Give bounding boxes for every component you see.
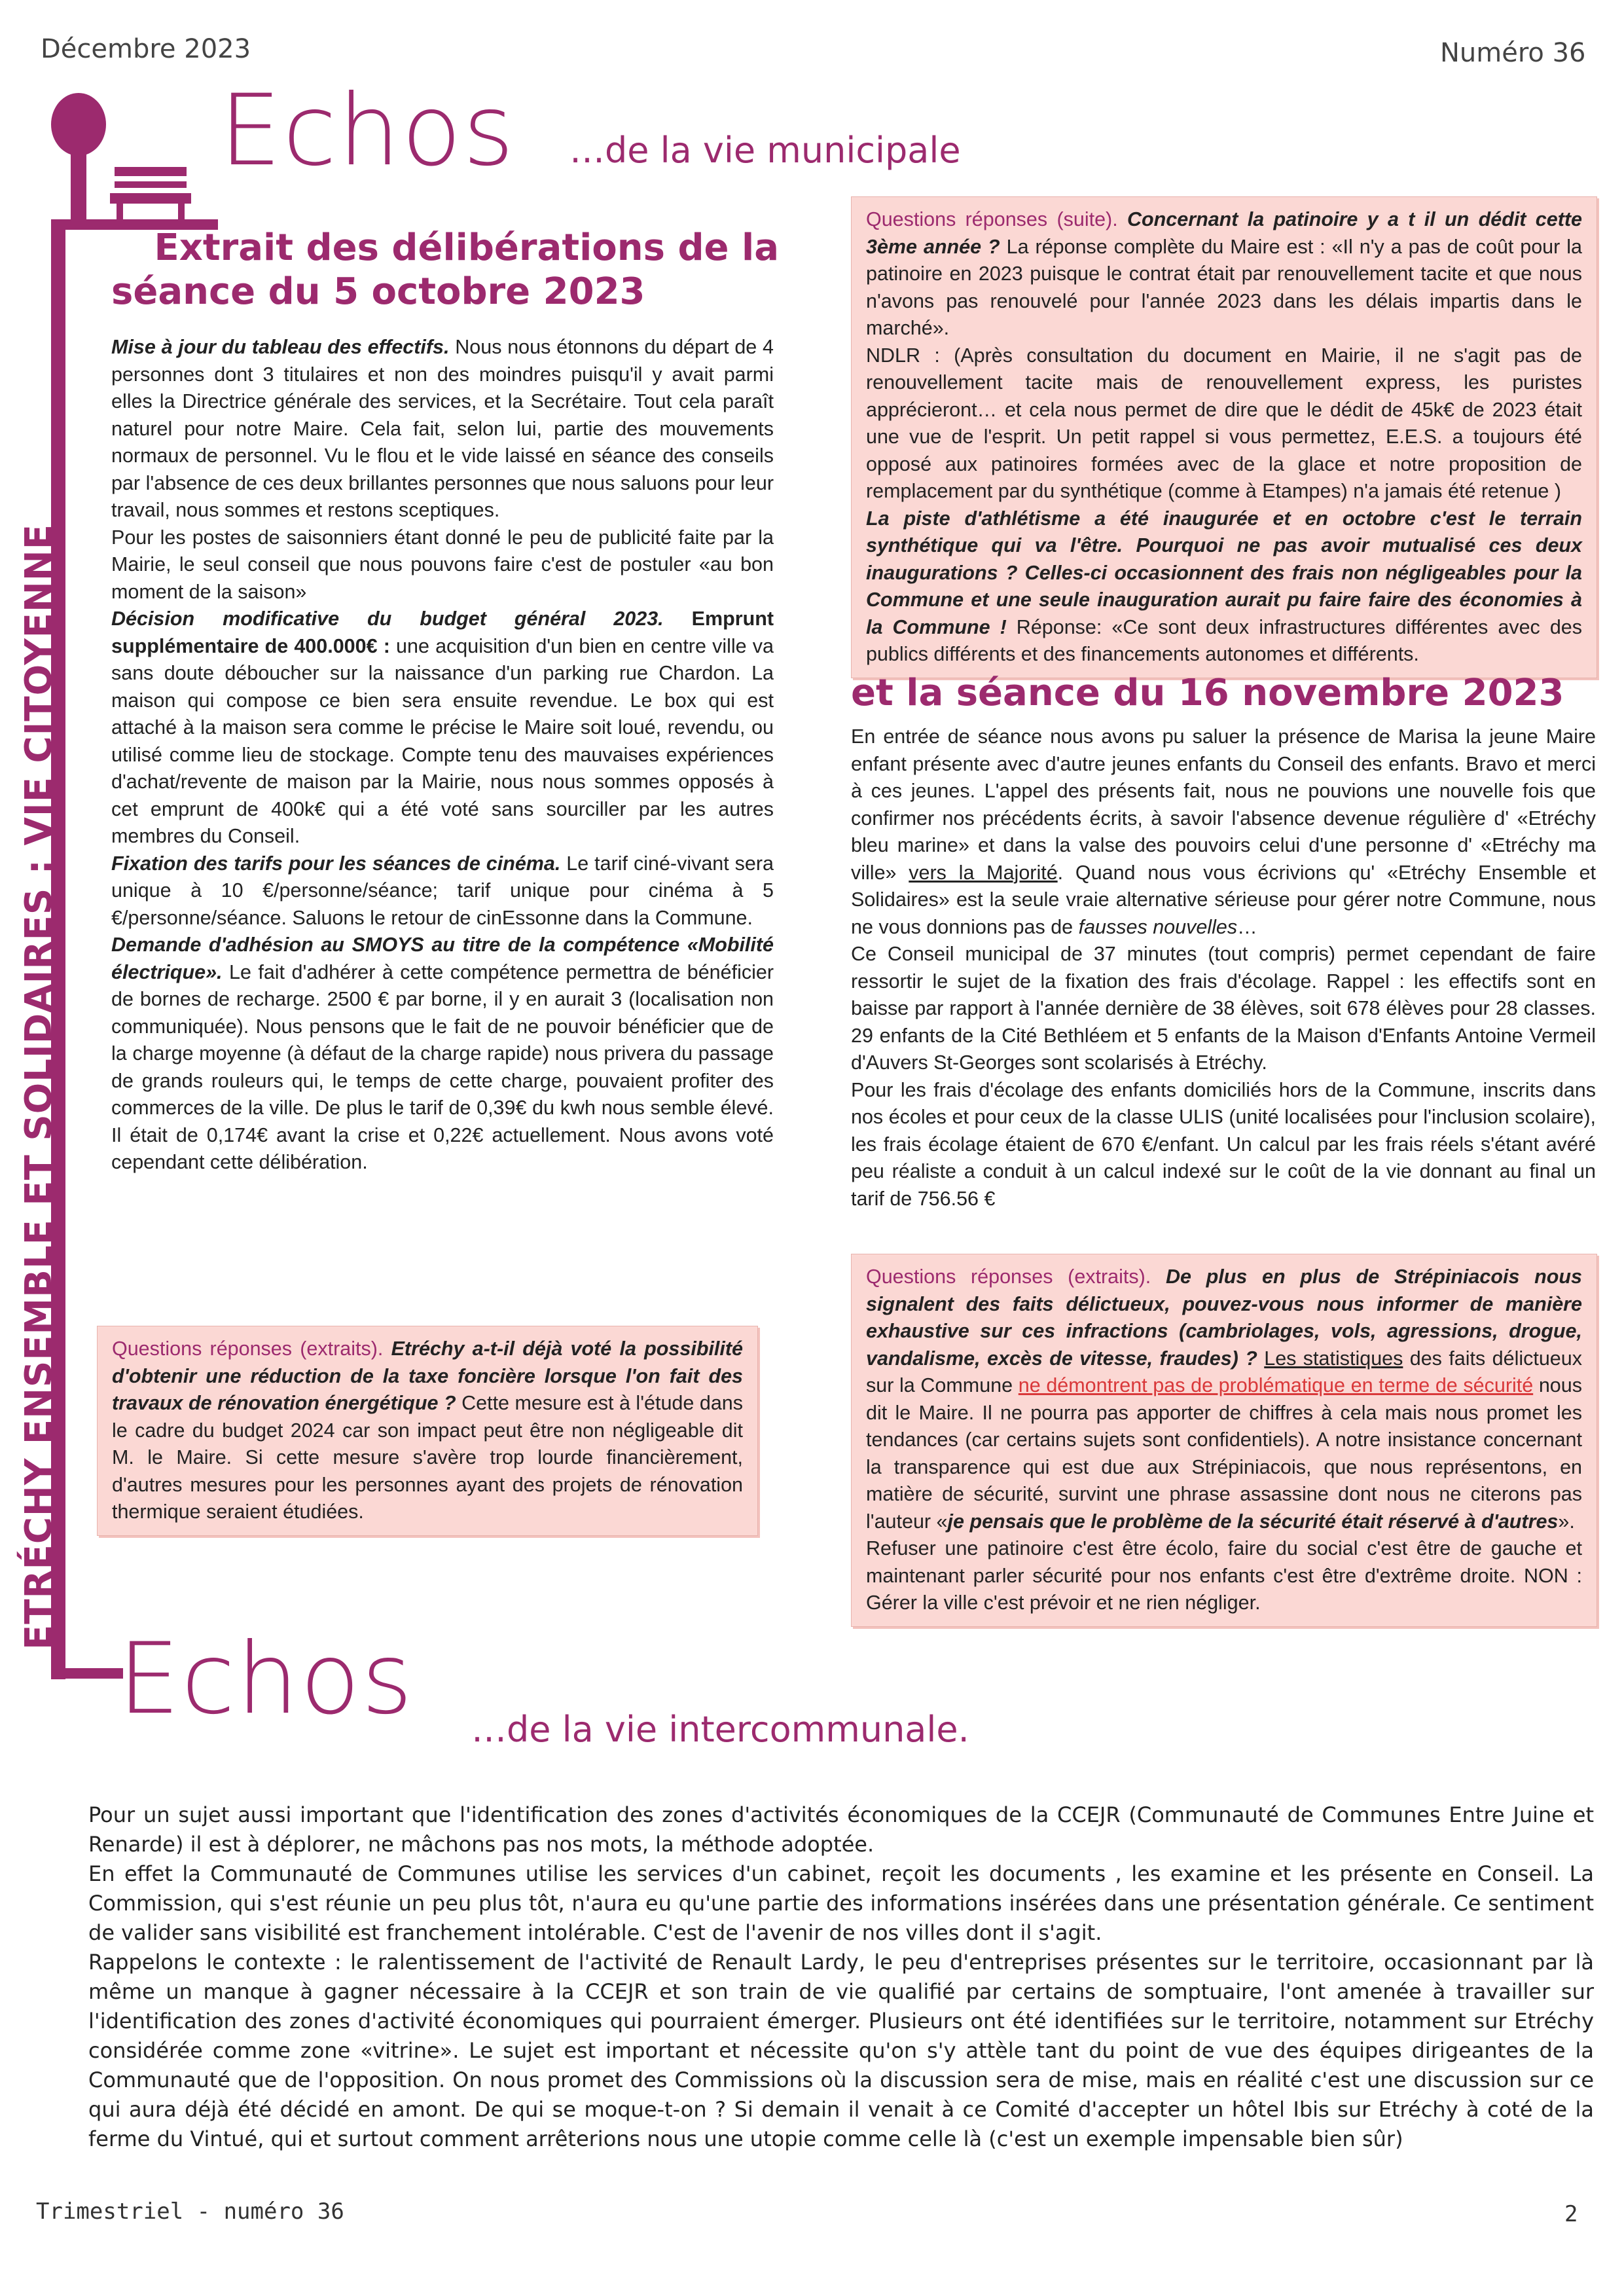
qa-label: Questions réponses (extraits). [866, 1266, 1151, 1288]
paragraph-intercommunal-1: Pour un sujet aussi important que l'identification des zones d'activités économiques de la CCEJR (Communauté de Communes Entre Juine et Renarde) il est à déplorer, ne mâchons pas nos mots, la méthode adoptée. [88, 1802, 1594, 1857]
paragraph-lead: Décision modificative du budget général 2023. [111, 608, 664, 630]
qa-box-left [97, 1326, 758, 1536]
italic-text: fausses nouvelles [1078, 915, 1238, 938]
qa-answer: Réponse: «Ce sont deux infrastructures différentes avec des publics différents et des financements autonomes et différents. [866, 615, 1582, 665]
intercommunal-subtitle: …de la vie intercommunale. [471, 1709, 969, 1750]
masthead-title: Echos [219, 74, 516, 188]
qa-label: Questions réponses (extraits). [112, 1338, 384, 1360]
underlined-text: vers la Majorité [909, 861, 1058, 884]
paragraph-text: Nous nous étonnons du départ de 4 personnes dont 3 titulaires et non des moindres puisqu'il y avait parmi elles la Directrice générale des services, et la Secrétaire. Tout cela paraît naturel pour notre Maire. Cela fait, selon lui, partie des mouvements normaux de personnel. Vu le flou et le vide laissé en séance des conseils par l'absence de ces deux brillantes personnes que nous saluons pour leur travail, nous sommes et restons sceptiques. [111, 336, 774, 521]
paragraph-text: Le fait d'adhérer à cette compétence permettra de bénéficier de bornes de recharge. 2500 € par borne, il y en aurait 3 (localisation non communiquée). Nous pensons que le fait de ne pouvoir bénéficier que de la charge moyenne (à défaut de la charge rapide) nous privera du passage de grands rouleurs qui, le temps de cette charge, pouvaient profiter des commerces de la ville. De plus le tarif de 0,39€ du kwh nous semble élevé. Il était de 0,174€ avant la crise et 0,22€ actuellement. Nous avons voté cependant cette délibération. [111, 960, 774, 1173]
text: … [1237, 915, 1257, 938]
paragraph-smoys [111, 932, 774, 1176]
right-column-body [851, 723, 1596, 1212]
highlighted-quote: ne démontrent pas de problématique en terme de sécurité [1018, 1374, 1534, 1396]
text: la jeune Maire enfant présente avec d'autre jeunes enfants du Conseil des enfants. Bravo et merci à ces jeunes. L'appel des présents fait, nous ne pouvions une nouvelle fois que confirmer nos précédents écrits, à savoir l'absence devenue régulière d' «Etréchy bleu marine» et dans la valse des pouvoirs celui d'une personne d' «Etréchy ma ville» [851, 725, 1596, 884]
issue-number: Numéro 36 [1440, 38, 1586, 68]
sidebar-bottom-bar [51, 1668, 123, 1679]
qa-question: Concernant la patinoire y a t il un dédit cette 3ème année ? [866, 208, 1582, 258]
paragraph-lead: Fixation des tarifs pour les séances de cinéma. [111, 852, 561, 875]
intercommunal-title: Echos [118, 1622, 414, 1736]
qa-question: La piste d'athlétisme a été inaugurée et en octobre c'est le terrain synthétique qui va l'être. Pourquoi ne pas avoir mutualisé ces deux inaugurations ? Celles-ci occasionnent des frais non négligeables pour la Commune et une seule inauguration aurait pu faire faire des économies à la Commune ! [866, 507, 1582, 638]
left-column-body [111, 334, 774, 1176]
page-number: 2 [1564, 2201, 1578, 2227]
paragraph-ecolage: Ce Conseil municipal de 37 minutes (tout compris) permet cependant de faire ressortir le sujet de la fixation des frais d'écolage. Rappel : les effectifs sont en baisse par rapport à l'année dernière de 38 élèves, soit 678 élèves pour 28 classes. 29 enfants de la Cité Bethléem et 5 enfants de la Maison d'Enfants Antoine Vermeil d'Auvers St-Georges sont scolarisés à Etréchy. [851, 943, 1596, 1074]
left-section-title-line2: séance du 5 octobre 2023 [111, 270, 645, 314]
text: En entrée de séance nous avons pu saluer la présence de [851, 725, 1398, 748]
underlined-text: Les statistiques [1264, 1347, 1403, 1370]
qa-answer: La réponse complète du Maire est : «Il n'y a pas de coût pour la patinoire en 2023 puisque le contrat était par renouvellement tacite et que nous n'avons pas renouvelé pour l'année 2023 dans les délais impartis dans le marché». [866, 235, 1582, 339]
paragraph-text: une acquisition d'un bien en centre ville va sans doute déboucher sur la naissance d'un parking rue Chardon. La maison qui compose ce bien sera ensuite revendue. Le box qui est attaché à la maison sera comme le précise le Maire soit loué, revendu, ou utilisé comme lieu de stockage. Compte tenu des mauvaises expériences d'achat/revente de maison par la Mairie, nous nous sommes opposés à cet emprunt de 400k€ qui a été voté sans sourciller par les autres membres du Conseil. [111, 634, 774, 847]
qa-ndlr: NDLR : (Après consultation du document en Mairie, il ne s'agit pas de renouvellement tacite mais de renouvellement express, les puristes apprécieront… et cela nous permet de dire que le dédit de 45k€ de 2023 était une vue de l'esprit. Un petit rappel si vous permettez, E.E.S. a toujours été opposé aux patinoires formées avec de la glace et notre proposition de remplacement par du synthétique (comme à Etampes) n'a jamais été retenue ) [866, 344, 1582, 502]
qa-question: Etréchy a-t-il déjà voté la possibilité d'obtenir une réduction de la taxe foncière lorsque l'on fait des travaux de rénovation énergétique ? [112, 1338, 743, 1414]
text: ». [1558, 1510, 1575, 1533]
paragraph-budget [111, 606, 774, 850]
footer-publication: Trimestriel - numéro 36 [36, 2198, 344, 2225]
qa-label: Questions réponses (suite). [866, 208, 1118, 230]
left-section-title-line1: Extrait des délibérations de la [154, 227, 779, 269]
left-section-title [111, 226, 779, 314]
qa-conclusion: Refuser une patinoire c'est être écolo, faire du social c'est être de gauche et maintenant parler sécurité pour nos enfants c'est être d'extrême droite. NON : Gérer la ville c'est prévoir et ne rien négliger. [866, 1537, 1582, 1614]
text: des faits délictueux sur la Commune [866, 1347, 1582, 1396]
text: . Quand nous vous écrivions qu' «Etréchy Ensemble et Solidaires» est la seule vraie alternative sérieuse pour gérer notre Commune, nous ne vous donnions pas de [851, 861, 1596, 938]
paragraph-saisonniers: Pour les postes de saisonniers étant donné le peu de publicité faite par la Mairie, le seul conseil que nous pouvons faire c'est de postuler «au bon moment de la saison» [111, 526, 774, 603]
issue-date: Décembre 2023 [41, 34, 251, 64]
bench-lamp-logo-icon [39, 88, 196, 226]
sidebar-vertical-text: ETRÉCHY ENSEMBLE ET SOLIDAIRES : VIE CITOYENNE [18, 523, 60, 1650]
paragraph-intercommunal-3: Rappelons le contexte : le ralentissement de l'activité de Renault Lardy, le peu d'entreprises présentes sur le territoire, occasionnant par là même un manque à gagner nécessaire à la CCEJR et son train de vie qualifié par certains de somptuaire, l'ont amenée à travailler sur l'identification des zones d'activité économiques qui pourraient émerger. Plusieurs ont été identifiées sur le territoire, notamment sur Etréchy considérée comme zone «vitrine». Le sujet est important et nécessite qu'on s'y attèle tant du point de vue des équipes dirigeantes de la Communauté que de l'opposition. On nous promet des Commissions où la discussion sera de mise, mais en réalité c'est une discussion sur ce qui aura déjà été décidé en amont. De qui se moque-t-on ? Si demain il venait à ce Comité d'accepter un hôtel Ibis sur Etréchy à coté de la ferme du Vintué, qui et surtout comment arrêterions nous une utopie comme celle là (c'est un exemple impensable bien sûr) [88, 1950, 1594, 2151]
text: nous dit le Maire. Il ne pourra pas apporter de chiffres à cela mais nous promet les tendances (car certains sujets sont confidentiels). A notre insistance concernant la transparence qui est due aux Strépiniacois, que nous représentons, en matière de sécurité, survint une phrase assassine dont nous ne citerons pas l'auteur « [866, 1374, 1582, 1533]
paragraph-text: Le tarif ciné-vivant sera unique à 10 €/personne/séance; tarif unique pour cinéma à 5 €/personne/séance. Saluons le retour de cinEssonne dans la Commune. [111, 852, 774, 929]
paragraph-cinema [111, 850, 774, 932]
paragraph-novembre-intro [851, 723, 1596, 941]
qa-question: De plus en plus de Strépiniacois nous signalent des faits délictueux, pouvez-vous nous informer de manière exhaustive sur ces infractions (cambriolages, vols, agressions, drogue, vandalisme, excès de vitesse, fraudes) ? [866, 1266, 1582, 1370]
paragraph-lead-emprunt: Emprunt supplémentaire de 400.000€ : [111, 608, 774, 657]
paragraph-lead: Mise à jour du tableau des effectifs. [111, 336, 450, 358]
qa-box-right-top [851, 196, 1597, 678]
masthead-subtitle: …de la vie municipale [569, 130, 961, 171]
paragraph-frais: Pour les frais d'écolage des enfants domiciliés hors de la Commune, inscrits dans nos écoles et pour ceux de la classe ULIS (unité localisées pour l'inclusion scolaire), les frais écolage étaient de 670 €/enfant. Un calcul par les frais réels s'étant avéré peu réaliste a conduit à un calcul indexé sur le coût de la vie donnant au final un tarif de 756.56 € [851, 1078, 1596, 1210]
right-section-title: et la séance du 16 novembre 2023 [851, 672, 1564, 714]
paragraph-intercommunal-2: En effet la Communauté de Communes utilise les services d'un cabinet, reçoit les documents , les examine et les présente en Conseil. La Commission, qui s'est réunie un peu plus tôt, n'aura eu qu'une partie des informations insérées dans une présentation générale. Ce sentiment de valider sans visibilité est franchement intolérable. C'est de l'avenir de nos villes dont il s'agit. [88, 1861, 1594, 1945]
qa-answer: Cette mesure est à l'étude dans le cadre du budget 2024 car son impact peut être non négligeable dit M. le Maire. Si cette mesure s'avère trop lourde financièrement, d'autres mesures pour les personnes ayant des projets de rénovation thermique seraient étudiées. [112, 1392, 744, 1523]
qa-box-right-bottom [851, 1254, 1597, 1627]
intercommunal-body [88, 1800, 1594, 2154]
paragraph-effectifs [111, 334, 774, 524]
quote-text: je pensais que le problème de la sécurité était réservé à d'autres [947, 1510, 1559, 1533]
paragraph-lead: Demande d'adhésion au SMOYS au titre de la compétence «Mobilité électrique». [111, 934, 774, 983]
child-mayor-name: Marisa [1398, 725, 1458, 748]
